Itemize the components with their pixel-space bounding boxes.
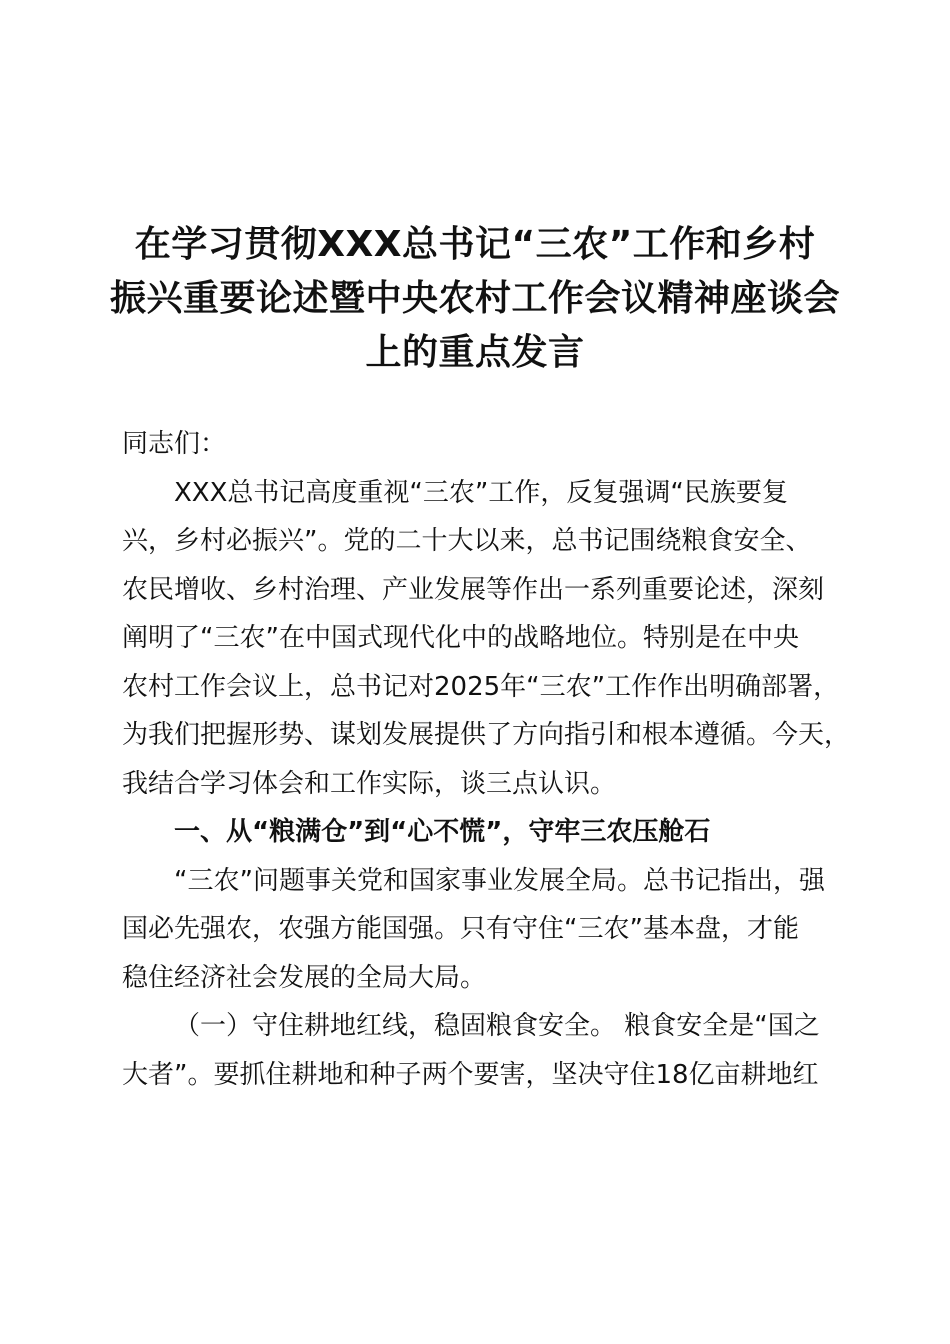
title-line: 上的重点发言	[365, 332, 585, 373]
paragraph-line: 农民增收、乡村治理、产业发展等作出一系列重要论述，深刻	[122, 574, 825, 605]
section-heading: 一、从“粮满仓”到“心不慌”，守牢三农压舱石	[174, 817, 711, 847]
paragraph-line: （一）守住耕地红线，稳固粮食安全。 粮食安全是“国之	[174, 1011, 820, 1041]
paragraph-line: 农村工作会议上，总书记对2025年“三农”工作作出明确部署，	[122, 671, 840, 702]
paragraph-line: “三农”问题事关党和国家事业发展全局。总书记指出，强	[174, 865, 825, 896]
title-line: 振兴重要论述暨中央农村工作会议精神座谈会	[109, 278, 840, 319]
document-body	[122, 420, 851, 1099]
title-line: 在学习贯彻XXX总书记“三农”工作和乡村	[134, 224, 816, 265]
paragraph-line: 大者”。要抓住耕地和种子两个要害，坚决守住18亿亩耕地红	[122, 1059, 819, 1090]
salutation: 同志们：	[122, 429, 227, 459]
paragraph-line: 我结合学习体会和工作实际，谈三点认识。	[122, 768, 617, 799]
paragraph-line: 稳住经济社会发展的全局大局。	[122, 962, 487, 993]
paragraph-line: 为我们把握形势、谋划发展提供了方向指引和根本遵循。今天，	[122, 720, 851, 750]
document-title	[100, 218, 850, 380]
paragraph-line: XXX总书记高度重视“三农”工作，反复强调“民族要复	[174, 477, 788, 508]
paragraph-line: 兴，乡村必振兴”。党的二十大以来，总书记围绕粮食安全、	[122, 526, 812, 556]
paragraph-line: 国必先强农，农强方能国强。只有守住“三农”基本盘，才能	[122, 914, 799, 944]
paragraph-line: 阐明了“三农”在中国式现代化中的战略地位。特别是在中央	[122, 623, 799, 653]
